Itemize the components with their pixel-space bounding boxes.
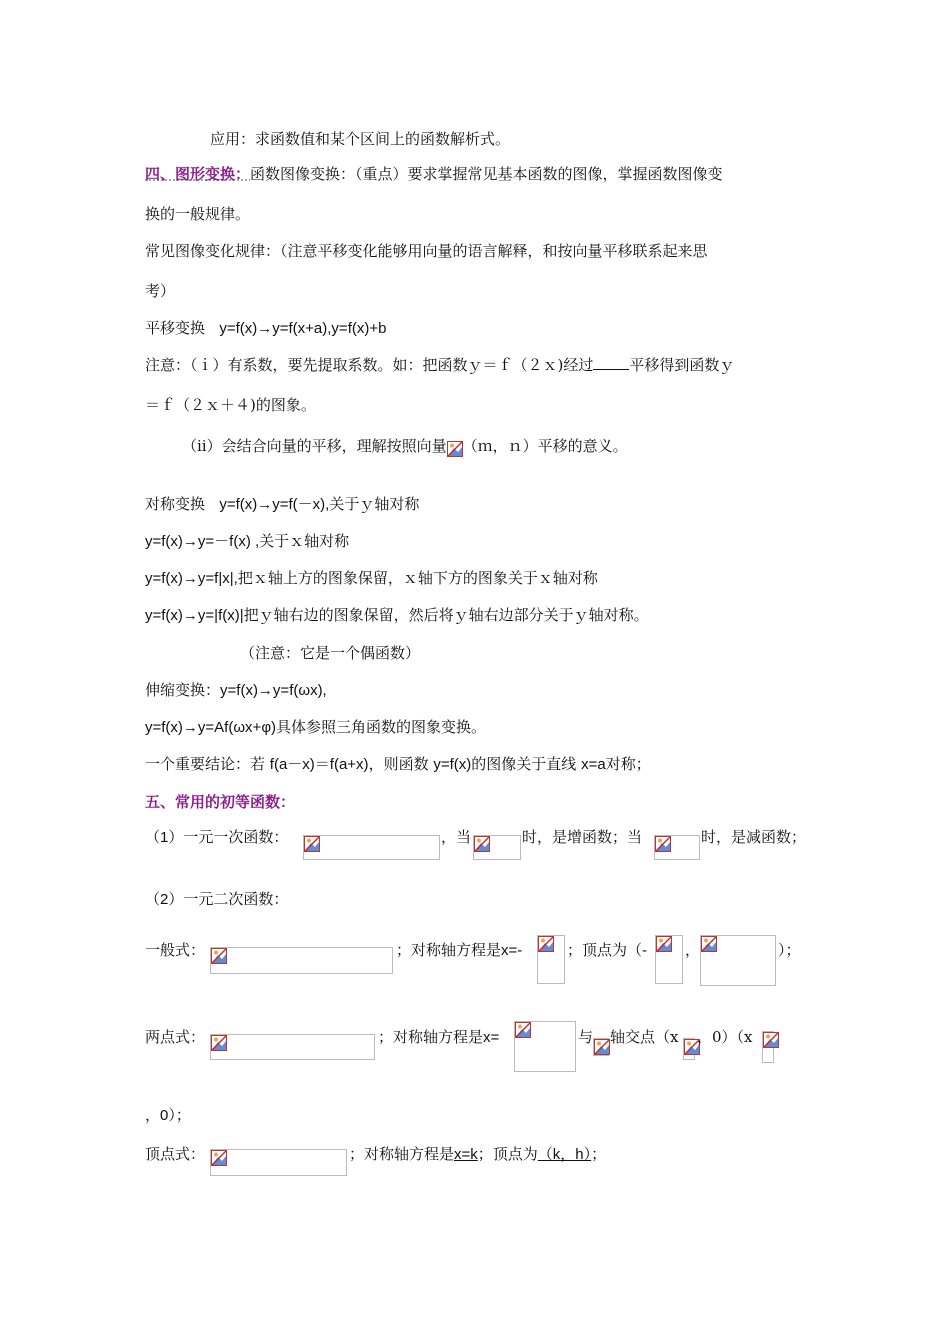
- image-placeholder-icon: [474, 836, 490, 852]
- text: ；顶点为（-: [567, 941, 648, 959]
- formula: x=: [483, 1029, 500, 1046]
- text-line: [349, 1143, 606, 1166]
- text-line: ＝ｆ（２ｘ＋４)的图象。: [145, 396, 316, 414]
- text: （ｍ，ｎ）平移的意义。: [462, 437, 628, 455]
- text: ）；: [778, 941, 801, 959]
- image-placeholder-icon: [655, 836, 671, 852]
- section-heading[interactable]: 四、图形变换：: [145, 165, 251, 183]
- image-placeholder-icon: [211, 1035, 227, 1051]
- image-placeholder-icon: [594, 1039, 610, 1055]
- text-line: [145, 530, 349, 553]
- formula: y=f(x)→y=f(－x),: [219, 496, 330, 513]
- text: ；对称轴方程是: [349, 1145, 455, 1163]
- image-placeholder-icon: [515, 1022, 531, 1038]
- formula: （k，h）: [537, 1146, 592, 1163]
- text-line: [145, 493, 419, 516]
- section-heading: 五、常用的初等函数：: [145, 793, 296, 811]
- image-placeholder: [654, 835, 700, 860]
- image-placeholder: [537, 935, 565, 984]
- text-line: [145, 826, 288, 849]
- text: 函数图像变换：（重点）要求掌握常见基本函数的图像，掌握函数图像变: [250, 165, 723, 183]
- image-placeholder: [700, 935, 776, 986]
- text: [610, 1026, 678, 1048]
- image-placeholder-icon: [656, 936, 672, 952]
- text: ；: [591, 1145, 607, 1163]
- image-placeholder: [210, 947, 393, 974]
- text: [396, 939, 522, 962]
- text-line: [145, 753, 651, 776]
- image-placeholder: [762, 1031, 774, 1063]
- image-placeholder-icon: [763, 1032, 779, 1048]
- text-line: 常见图像变化规律：（注意平移变化能够用向量的语言解释，和按向量平移联系起来思: [145, 242, 708, 260]
- text: 两点式：: [145, 1028, 206, 1046]
- text: 轴交点（x: [610, 1028, 679, 1046]
- text: ，0）（x: [697, 1028, 753, 1046]
- text: 关于ｙ轴对称: [329, 495, 420, 513]
- text: ；对称轴方程是: [378, 1028, 484, 1046]
- text-line: [145, 567, 598, 590]
- text: ；对称轴方程是: [396, 941, 502, 959]
- translation-line: [145, 317, 386, 340]
- image-placeholder: [655, 935, 683, 984]
- image-placeholder-icon: [701, 936, 717, 952]
- image-placeholder-icon: [447, 441, 463, 457]
- image-placeholder: [514, 1021, 576, 1072]
- text: （ii）会结合向量的平移，理解按照向量: [182, 437, 447, 455]
- text: 与: [578, 1028, 594, 1046]
- formula: x=a: [581, 756, 606, 773]
- formula: x=-: [501, 942, 523, 959]
- text: 一般式：: [145, 941, 206, 959]
- text-line: [145, 354, 734, 376]
- formula: y=f(x)→y=f|x|,: [145, 570, 238, 587]
- image-placeholder: [210, 1034, 375, 1060]
- text: ，: [685, 941, 701, 959]
- image-placeholder-icon: [304, 836, 320, 852]
- text-line: 考）: [145, 282, 176, 300]
- text: 顶点式：: [145, 1145, 206, 1163]
- text: ，当: [441, 828, 472, 846]
- text-line: [145, 716, 486, 739]
- text-line: [145, 1104, 191, 1127]
- image-placeholder-icon: [538, 936, 554, 952]
- formula: y=f(x)→y=f(x+a),y=f(x)+b: [219, 320, 387, 337]
- text: [378, 1026, 499, 1049]
- formula: x=k: [454, 1146, 478, 1163]
- text: 具体参照三角函数的图象变换。: [276, 718, 487, 736]
- section-four: [145, 163, 723, 185]
- text: 注意：（ｉ）有系数，要先提取系数。如：把函数ｙ＝ｆ（２ｘ)经过: [145, 356, 594, 374]
- image-placeholder-icon: [211, 948, 227, 964]
- text: （2）一元二次函数：: [145, 891, 289, 908]
- text-line: [145, 604, 649, 627]
- text: 把ｘ轴上方的图象保留，ｘ轴下方的图象关于ｘ轴对称: [237, 569, 598, 587]
- text: ，则函数: [368, 755, 429, 773]
- formula: y=f(x)→y=Af(ωx+φ): [145, 719, 277, 736]
- image-placeholder: [683, 1038, 695, 1060]
- text-line: [145, 679, 327, 702]
- image-placeholder-icon: [211, 1150, 227, 1166]
- label: 平移变换: [145, 319, 206, 337]
- text: 关于ｘ轴对称: [259, 532, 350, 550]
- image-placeholder: [473, 835, 521, 860]
- text: （1）一元一次函数：: [145, 829, 289, 846]
- label: 伸缩变换：: [145, 681, 221, 699]
- image-placeholder: [210, 1149, 347, 1176]
- text: ，0）；: [145, 1107, 191, 1124]
- image-placeholder: [593, 1038, 609, 1056]
- text-line: [145, 888, 288, 911]
- text-line: 应用：求函数值和某个区间上的函数解析式。: [210, 130, 511, 148]
- text-line: （注意：它是一个偶函数）: [240, 644, 421, 662]
- text: 对称；: [605, 755, 651, 773]
- text: 把ｙ轴右边的图象保留，然后将ｙ轴右边部分关于ｙ轴对称。: [243, 606, 649, 624]
- formula: y=f(x): [433, 756, 472, 773]
- formula: f(a－x)＝f(a+x): [269, 756, 369, 773]
- text: 平移得到函数ｙ: [629, 356, 735, 374]
- text: 时，是减函数；: [701, 828, 807, 846]
- formula: y=f(x)→y=|f(x)|: [145, 607, 244, 624]
- formula: y=f(x)→y=－f(x) ,: [145, 533, 260, 550]
- text: ；顶点为: [477, 1145, 538, 1163]
- text: 时，是增函数；当: [522, 828, 643, 846]
- fill-blank: [593, 355, 629, 370]
- text-line: 换的一般规律。: [145, 205, 251, 223]
- text: 的图像关于直线: [471, 755, 577, 773]
- text-line: [182, 435, 628, 457]
- label: 对称变换: [145, 495, 206, 513]
- text: 一个重要结论：若: [145, 755, 266, 773]
- formula: y=f(x)→y=f(ωx),: [220, 682, 327, 699]
- image-placeholder: [303, 835, 440, 860]
